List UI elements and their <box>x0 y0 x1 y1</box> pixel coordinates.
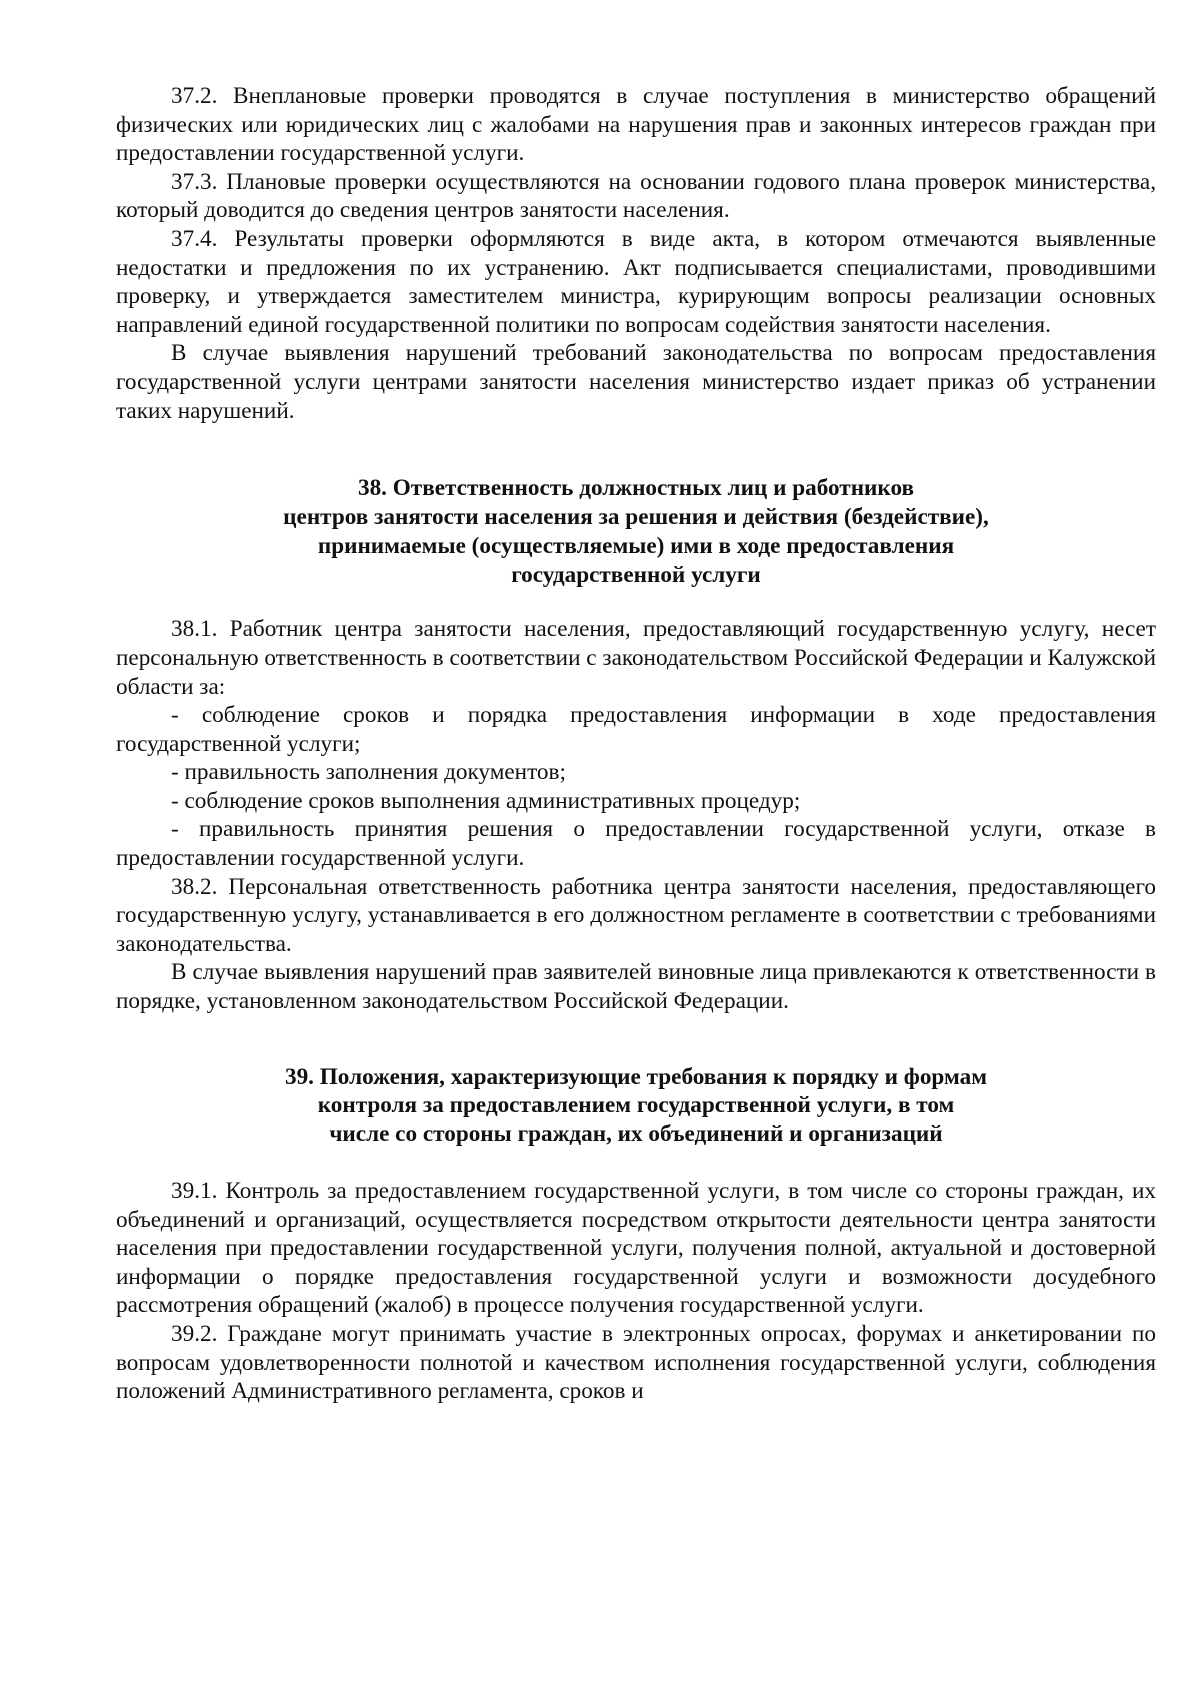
section-38-title-line: центров занятости населения за решения и действия (бездействие), <box>283 503 989 530</box>
section-39-title <box>116 1063 1156 1149</box>
document-page <box>116 82 1156 1406</box>
spacer <box>116 1016 1156 1063</box>
list-item-decision: - правильность принятия решения о предоставлении государственной услуги, отказе в предоставлении государственной услуги. <box>116 816 1156 872</box>
paragraph-39-2: 39.2. Граждане могут принимать участие в электронных опросах, форумах и анкетировании по вопросам удовлетворенности полнотой и качеством исполнения государственной услуги, соблюдения положений Административного регламента, сроков и <box>116 1320 1156 1405</box>
paragraph-37-2: 37.2. Внеплановые проверки проводятся в случае поступления в министерство обращений физических или юридических лиц с жалобами на нарушения прав и законных интересов граждан при предоставлении государственной услуги. <box>116 83 1156 167</box>
spacer <box>116 589 1156 615</box>
paragraph-37-3: 37.3. Плановые проверки осуществляются на основании годового плана проверок министерства, который доводится до сведения центров занятости населения. <box>116 168 1156 224</box>
section-38-title <box>116 474 1156 589</box>
paragraph-39-1: 39.1. Контроль за предоставлением государственной услуги, в том числе со стороны граждан, их объединений и организаций, осуществляется посредством открытости деятельности центра занятости населения при предоставлении государственной услуги, получения полной, актуальной и достоверной информации о порядке предоставления государственной услуги и возможности досудебного рассмотрения обращений (жалоб) в процессе получения государственной услуги. <box>116 1178 1156 1319</box>
spacer <box>116 1149 1156 1177</box>
section-38-title-line: государственной услуги <box>511 561 761 588</box>
section-39-title-line: контроля за предоставлением государственной услуги, в том <box>317 1092 955 1119</box>
section-39-title-line: 39. Положения, характеризующие требования к порядку и формам <box>284 1063 988 1090</box>
spacer <box>116 425 1156 474</box>
list-item-procedures: - соблюдение сроков выполнения административных процедур; <box>171 787 801 814</box>
list-item-documents: - правильность заполнения документов; <box>171 759 566 786</box>
paragraph-38-2-violations: В случае выявления нарушений прав заявителей виновные лица привлекаются к ответственности в порядке, установленном законодательством Российской Федерации. <box>116 959 1156 1015</box>
paragraph-37-4: 37.4. Результаты проверки оформляются в виде акта, в котором отмечаются выявленные недостатки и предложения по их устранению. Акт подписывается специалистами, проводившими проверку, и утверждается заместителем министра, курирующим вопросы реализации основных направлений единой государственной политики по вопросам содействия занятости населения. <box>116 225 1156 338</box>
list-item-deadlines-information: - соблюдение сроков и порядка предоставления информации в ходе предоставления государственной услуги; <box>116 702 1156 757</box>
paragraph-38-2: 38.2. Персональная ответственность работника центра занятости населения, предоставляющего государственную услугу, устанавливается в его должностном регламенте в соответствии с требованиями законодательства. <box>116 873 1156 957</box>
section-38-title-line: принимаемые (осуществляемые) ими в ходе предоставления <box>317 532 955 559</box>
section-39-title-line: числе со стороны граждан, их объединений и организаций <box>329 1121 943 1148</box>
paragraph-37-4-violations: В случае выявления нарушений требований законодательства по вопросам предоставления государственной услуги центрами занятости населения министерство издает приказ об устранении таких нарушений. <box>116 340 1156 424</box>
paragraph-38-1: 38.1. Работник центра занятости населения, предоставляющий государственную услугу, несет персональную ответственность в соответствии с законодательством Российской Федерации и Калужской области за: <box>116 616 1156 700</box>
section-38-title-line: 38. Ответственность должностных лиц и работников <box>357 475 915 502</box>
